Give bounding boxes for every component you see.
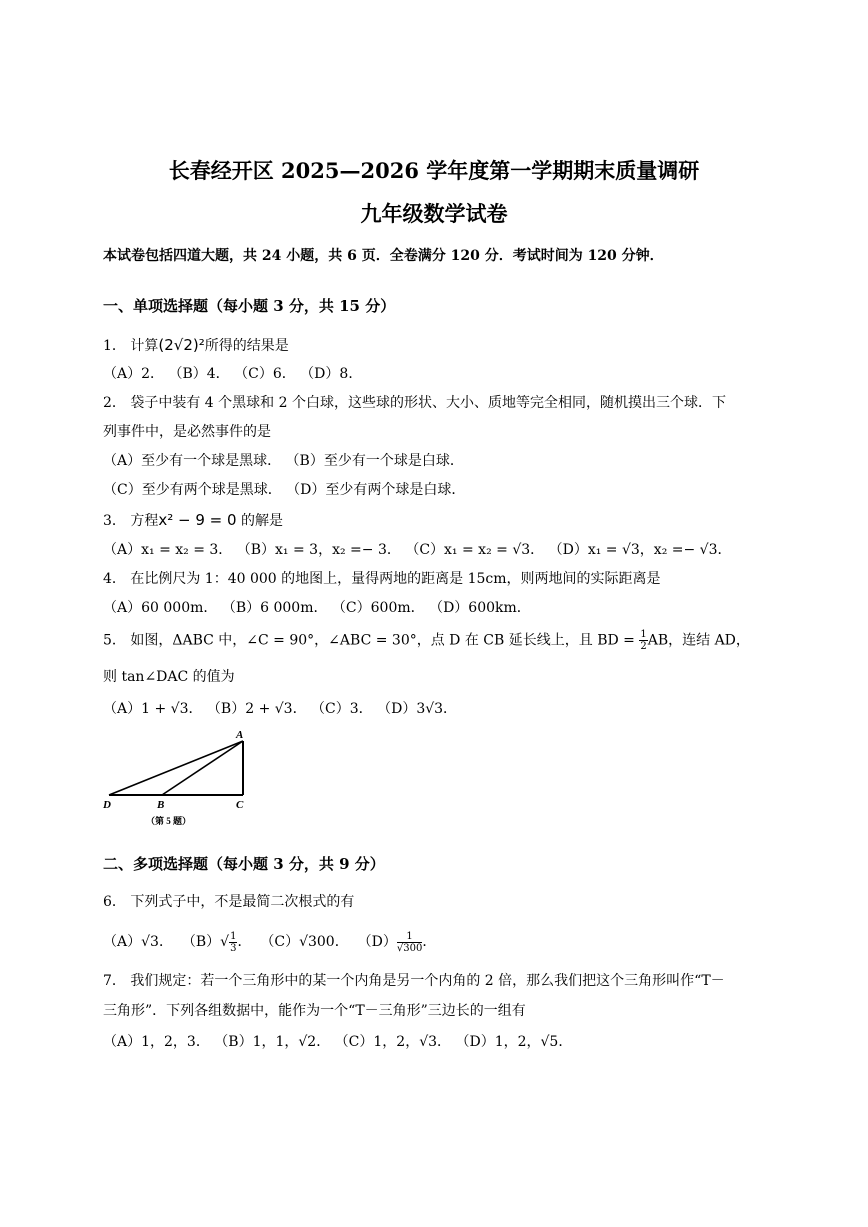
label-c: C [236, 799, 244, 811]
q6-option-b-fraction [229, 931, 237, 954]
exam-subtitle: 九年级数学试卷 [360, 201, 508, 226]
q5-frac-den: 2 [640, 641, 647, 652]
line-da [109, 741, 243, 795]
q3-option-a: （A）x₁ = x₂ = 3． [103, 542, 233, 558]
q6-option-d-fraction [397, 931, 422, 954]
q7-line1: 7． 我们规定：若一个三角形中的某一个内角是另一个内角的 2 倍，那么我们把这个三角形叫作“T－ [103, 973, 725, 989]
q6d-den: √300 [396, 942, 423, 954]
figure-caption: （第 5 题） [146, 816, 192, 826]
q6d-num: 1 [397, 931, 422, 943]
q3-option-d: （D）x₁ = √3，x₂ =− √3． [548, 542, 732, 558]
q2-line2: 列事件中，是必然事件的是 [103, 424, 271, 440]
q6b-den: 3 [230, 942, 237, 954]
q6-option-b-label: （B） [181, 934, 221, 950]
q3-option-b: （B）x₁ = 3，x₂ =− 3． [236, 542, 401, 558]
q5-line1 [103, 629, 750, 652]
label-d: D [103, 799, 111, 811]
q6-option-a: （A）√3． [103, 934, 173, 950]
q2-line1: 2． 袋子中装有 4 个黑球和 2 个白球，这些球的形状、大小、质地等完全相同，随机摸出三个球．下 [103, 395, 726, 411]
q5-triangle-figure [100, 728, 260, 828]
q1-suffix: 所得的结果是 [204, 338, 289, 354]
q5-frac-num: 1 [640, 629, 647, 640]
q3-prefix: 3． 方程 [103, 513, 159, 529]
q5-fraction [639, 629, 647, 652]
q1-options: （A）2． （B）4． （C）6． （D）8． [103, 366, 363, 382]
q7-line2: 三角形”．下列各组数据中，能作为一个“T－三角形”三边长的一组有 [103, 1003, 526, 1019]
q2-options-ab: （A）至少有一个球是黑球． （B）至少有一个球是白球． [103, 453, 464, 469]
exam-intro: 本试卷包括四道大题，共 24 小题，共 6 页．全卷满分 120 分．考试时间为 120 分钟． [103, 248, 664, 264]
q2-options-cd: （C）至少有两个球是黑球． （D）至少有两个球是白球． [103, 482, 466, 498]
q6-line1: 6． 下列式子中，不是最简二次根式的有 [103, 894, 355, 910]
q6b-num: 1 [230, 930, 237, 942]
q5-line1-start: 5． 如图，ΔABC 中，∠C = 90°，∠ABC = 30°，点 D 在 CB 延长线上，且 BD = [103, 632, 640, 649]
q5-line1-end: AB，连结 AD， [647, 632, 750, 649]
q3-options [103, 541, 732, 559]
section1-heading: 一、单项选择题（每小题 3 分，共 15 分） [103, 297, 396, 315]
question-1 [103, 336, 289, 355]
q5-line2: 则 tan∠DAC 的值为 [103, 669, 235, 685]
label-a: A [236, 729, 244, 741]
label-b: B [157, 799, 165, 811]
q6-option-d-label: （D） [357, 934, 397, 950]
q1-prefix: 1． 计算 [103, 338, 159, 354]
exam-title: 长春经开区 2025—2026 学年度第一学期期末质量调研 [168, 158, 700, 183]
q3-suffix: 的解是 [236, 513, 283, 529]
question-3 [103, 511, 283, 530]
q4-options: （A）60 000m． （B）6 000m． （C）600m． （D）600km． [103, 600, 531, 616]
q4-line1: 4． 在比例尺为 1：40 000 的地图上，量得两地的距离是 15cm，则两地间的实际距离是 [103, 571, 661, 587]
q6-option-c: （C）√300． [260, 934, 349, 950]
q6-options: （A）√3． （B）√ $\frac{1}{3}$ ． （C）√300． （D） $\frac{1}{√300}$ ． [103, 930, 437, 954]
q3-option-c: （C）x₁ = x₂ = √3． [405, 542, 545, 558]
sqrt-icon: √ [220, 934, 230, 950]
section2-heading: 二、多项选择题（每小题 3 分，共 9 分） [103, 855, 385, 873]
q5-options: （A）1 + √3． （B）2 + √3． （C）3． （D）3√3． [103, 701, 458, 717]
q1-math: (2√2)² [158, 336, 205, 354]
q3-math: x² − 9 = 0 [158, 511, 237, 529]
q7-options: （A）1，2，3． （B）1，1，√2． （C）1，2，√3． （D）1，2，√5． [103, 1034, 573, 1050]
